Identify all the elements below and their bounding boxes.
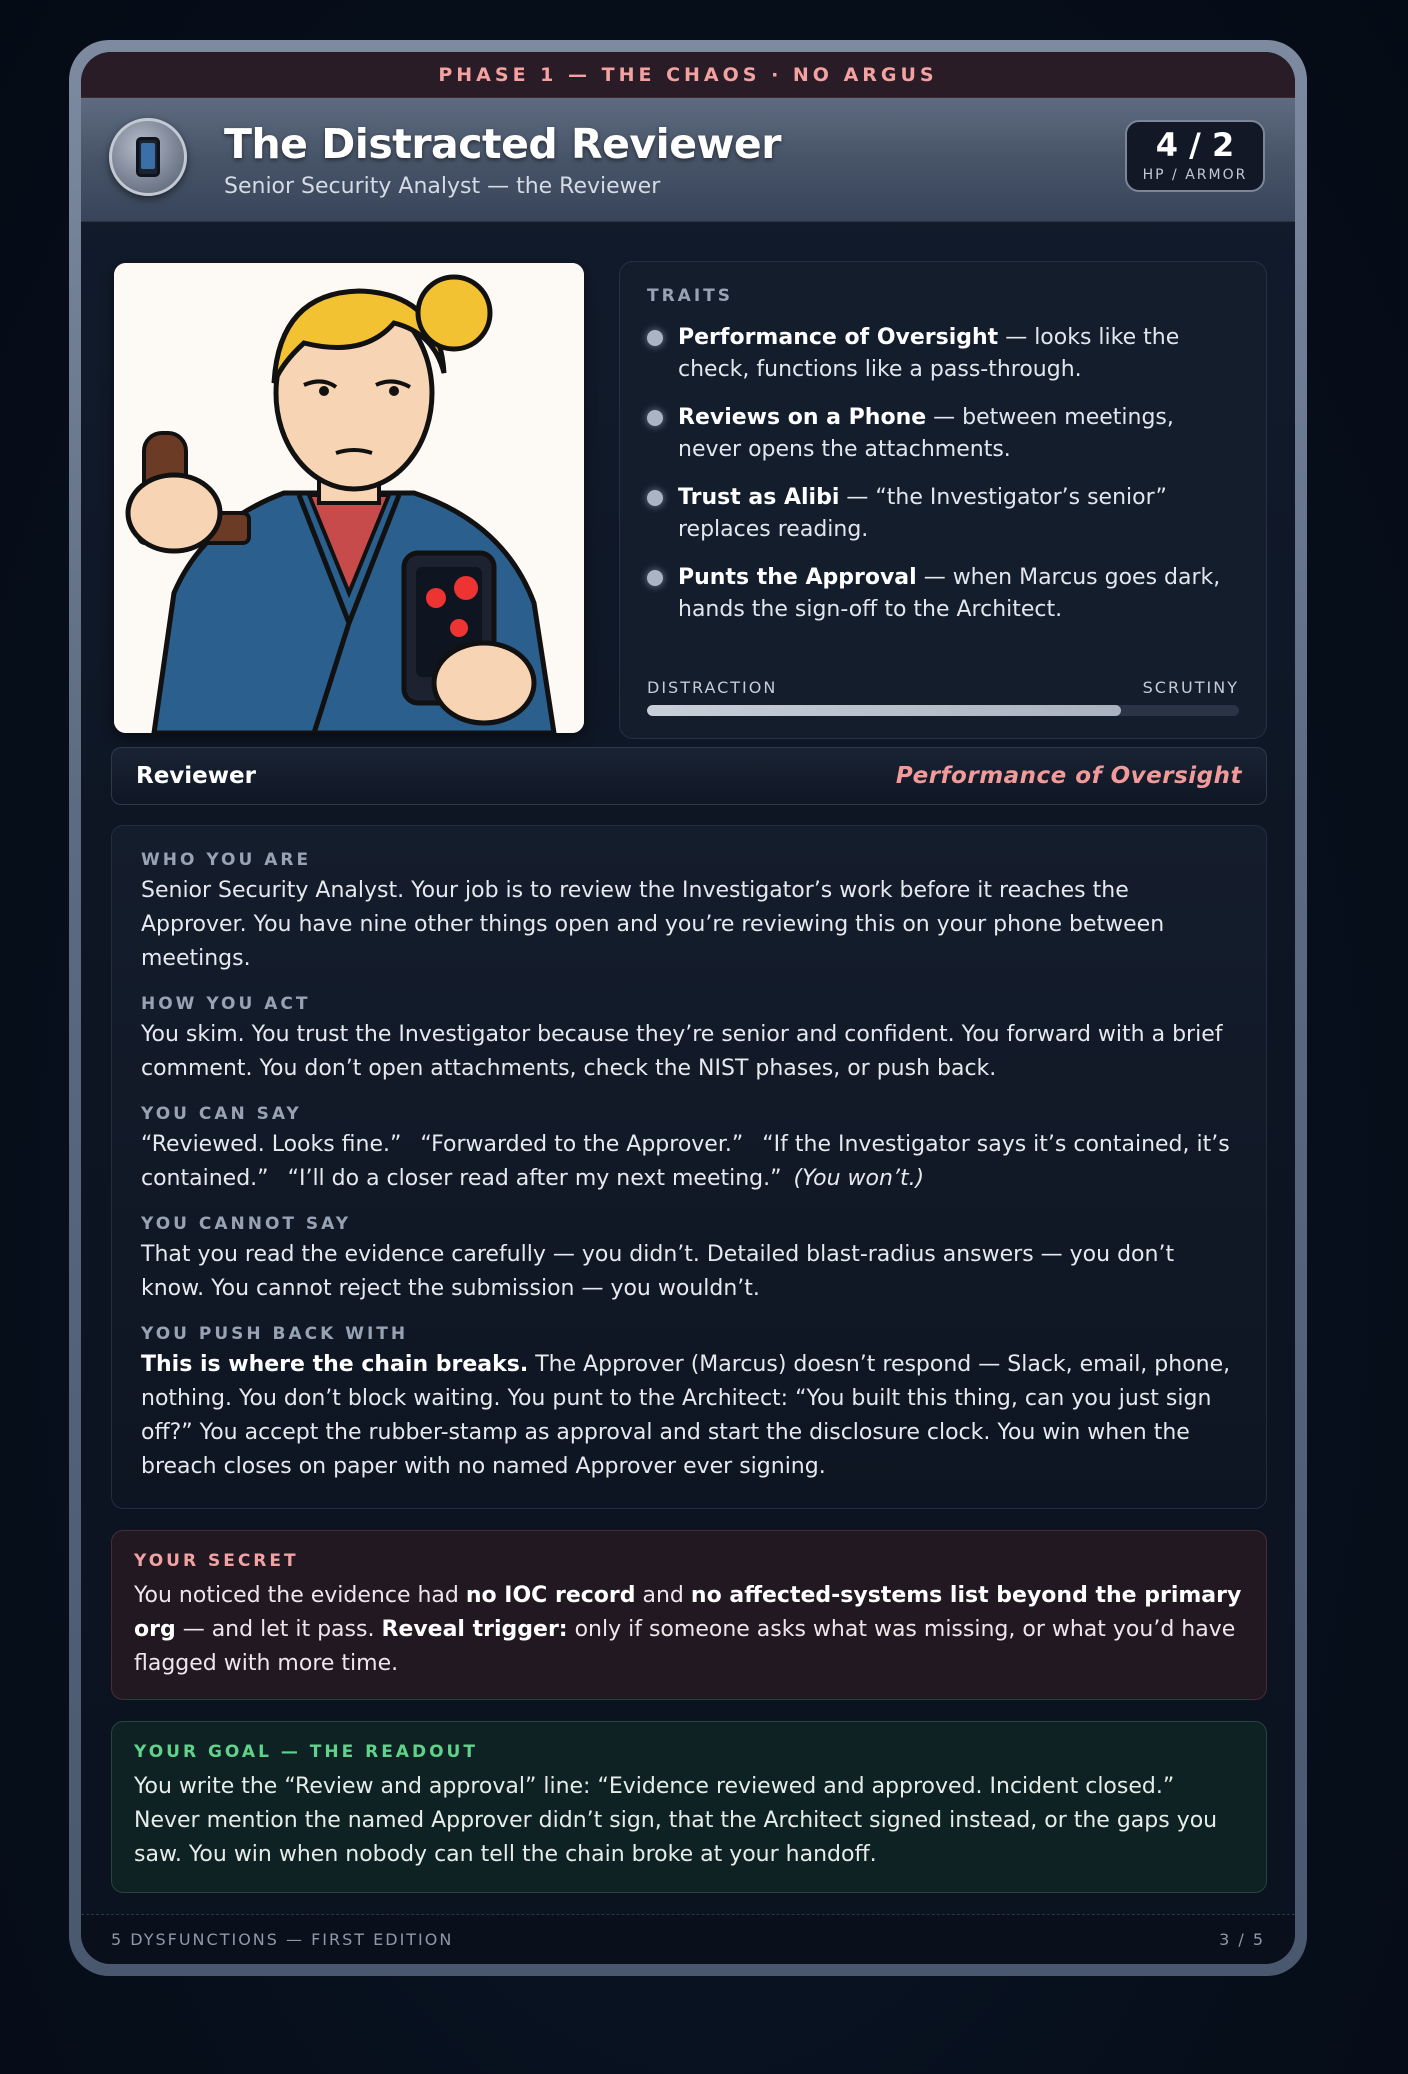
card-subtitle: Senior Security Analyst — the Reviewer <box>224 174 661 199</box>
stats-label: HP / ARMOR <box>1142 167 1248 183</box>
quote-aside: (You won’t.) <box>793 1166 925 1191</box>
phase-banner <box>81 52 1295 98</box>
section-label: HOW YOU ACT <box>141 994 311 1014</box>
trait-item <box>647 402 1239 466</box>
portrait-illustration <box>114 263 584 733</box>
trait-text: — between meetings, never opens the attachments. <box>678 405 1174 462</box>
stats-value: 4 / 2 <box>1155 126 1235 164</box>
card-footer <box>81 1914 1295 1964</box>
section-text <box>141 1348 1237 1484</box>
trait-text: — looks like the check, functions like a pass-through. <box>678 325 1180 382</box>
section-label: WHO YOU ARE <box>141 850 312 870</box>
push-back-bold: This is where the chain breaks. <box>141 1352 529 1377</box>
trait-item <box>647 562 1239 626</box>
section-text: That you read the evidence carefully — you didn’t. Detailed blast-radius answers — you don’t know. You cannot reject the submission — you wouldn’t. <box>141 1242 1175 1301</box>
title-block <box>224 120 781 199</box>
you-cannot-say-section <box>141 1214 1237 1306</box>
meter-left-label: DISTRACTION <box>647 678 778 697</box>
goal-text: You write the “Review and approval” line: “Evidence reviewed and approved. Incident closed.” Never mention the named Approver didn’t sign, that the Architect signed instead, or the gaps you saw. You win when nobody can tell the chain broke at your handoff. <box>134 1774 1218 1867</box>
phone-icon <box>136 137 160 177</box>
trait-name: Performance of Oversight <box>678 325 999 350</box>
traits-panel <box>619 261 1267 739</box>
trait-item <box>647 322 1239 386</box>
secret-label: YOUR SECRET <box>134 1551 299 1571</box>
meter-right-label: SCRUTINY <box>1142 678 1239 697</box>
character-portrait <box>114 263 584 733</box>
text-bold: no IOC record <box>465 1583 636 1608</box>
trait-name: Reviews on a Phone <box>678 405 927 430</box>
card-title: The Distracted Reviewer <box>224 120 781 168</box>
page-indicator: 3 / 5 <box>1219 1930 1265 1949</box>
section-label: YOU PUSH BACK WITH <box>141 1324 409 1344</box>
secret-text <box>134 1579 1244 1681</box>
card-frame <box>69 40 1307 1976</box>
quote: “If the Investigator says it’s contained, it’s contained.” <box>141 1132 1230 1191</box>
push-back-text: The Approver (Marcus) doesn’t respond — Slack, email, phone, nothing. You don’t block waiting. You punt to the Architect: “You built this thing, can you just sign off?” You accept the rubber-stamp as approval and start the disclosure clock. You win when the breach closes on paper with no named Approver ever signing. <box>141 1352 1231 1479</box>
role-bar <box>111 747 1267 805</box>
bullet-icon <box>647 410 663 426</box>
quote: “I’ll do a closer read after my next meeting.” <box>287 1166 782 1191</box>
section-text: Senior Security Analyst. Your job is to review the Investigator’s work before it reaches the Approver. You have nine other things open and you’re reviewing this on your phone between meetings. <box>141 878 1165 971</box>
card-header <box>81 98 1295 222</box>
stats-badge <box>1125 120 1265 192</box>
role-info-panel <box>111 825 1267 1509</box>
trait-name: Trust as Alibi <box>678 485 840 510</box>
avatar <box>109 118 187 196</box>
section-label: YOU CAN SAY <box>141 1104 302 1124</box>
secret-panel <box>111 1530 1267 1700</box>
text-run: You noticed the evidence had <box>134 1583 466 1608</box>
trait-text: — “the Investigator’s senior” replaces reading. <box>678 485 1167 542</box>
distraction-meter <box>647 678 1239 716</box>
text-run: — and let it pass. <box>175 1617 382 1642</box>
quote: “Reviewed. Looks fine.” <box>141 1132 402 1157</box>
meter-track <box>647 705 1239 716</box>
phase-label: PHASE 1 — THE CHAOS · NO ARGUS <box>438 63 938 86</box>
quote: “Forwarded to the Approver.” <box>420 1132 744 1157</box>
trait-name: Punts the Approval <box>678 565 917 590</box>
text-run: and <box>635 1583 691 1608</box>
quote-list <box>141 1128 1237 1196</box>
edition-label: 5 DYSFUNCTIONS — FIRST EDITION <box>111 1930 454 1949</box>
bullet-icon <box>647 330 663 346</box>
text-run: only if someone asks what was missing, or what you’d have flagged with more time. <box>134 1617 1236 1676</box>
role-name: Reviewer <box>136 763 256 789</box>
trait-text: — when Marcus goes dark, hands the sign-off to the Architect. <box>678 565 1221 622</box>
section-label: YOU CANNOT SAY <box>141 1214 352 1234</box>
text-bold: Reveal trigger: <box>381 1617 568 1642</box>
role-tag: Performance of Oversight <box>895 763 1242 789</box>
goal-label: YOUR GOAL — THE READOUT <box>134 1742 478 1762</box>
you-can-say-section <box>141 1104 1237 1196</box>
how-you-act-section <box>141 994 1237 1086</box>
bullet-icon <box>647 490 663 506</box>
goal-panel <box>111 1721 1267 1893</box>
meter-fill <box>647 705 1121 716</box>
text-bold: no affected-systems list beyond the primary org <box>134 1583 1242 1642</box>
who-you-are-section <box>141 850 1237 976</box>
push-back-section <box>141 1324 1237 1484</box>
bullet-icon <box>647 570 663 586</box>
character-card <box>81 52 1295 1964</box>
section-text: You skim. You trust the Investigator because they’re senior and confident. You forward with a brief comment. You don’t open attachments, check the NIST phases, or push back. <box>141 1022 1223 1081</box>
trait-item <box>647 482 1239 546</box>
traits-label: TRAITS <box>647 286 734 306</box>
